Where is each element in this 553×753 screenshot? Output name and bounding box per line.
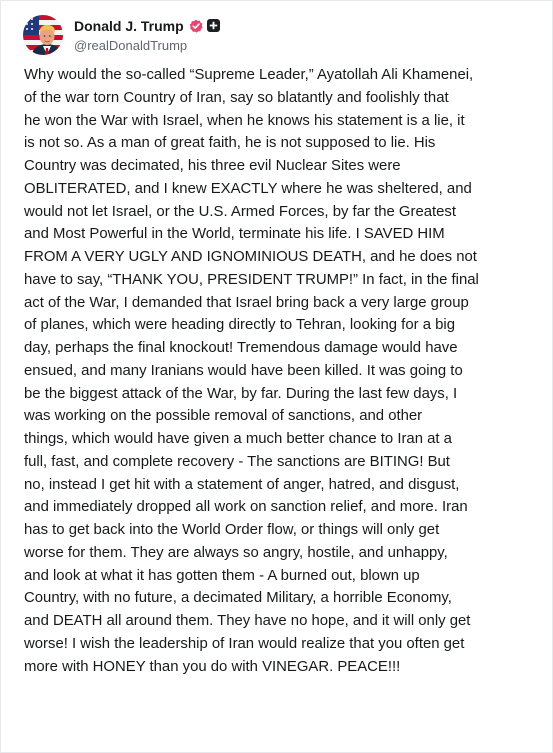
author-name-row	[74, 17, 220, 35]
post-text: Why would the so-called “Supreme Leader,” Ayatollah Ali Khamenei, of the war torn Country of Iran, say so blatantly and foolishly that he won the War with Israel, when he knows his statement is a lie, it is not so. As a man of great faith, he is not supposed to lie. His Country was decimated, his three evil Nuclear Sites were OBLITERATED, and I knew EXACTLY where he was sheltered, and would not let Israel, or the U.S. Armed Forces, by far the Greatest and Most Powerful in the World, terminate his life. I SAVED HIM FROM A VERY UGLY AND IGNOMINIOUS DEATH, and he does not have to say, “THANK YOU, PRESIDENT TRUMP!” In fact, in the final act of the War, I demanded that Israel bring back a very large group of planes, which were heading directly to Tehran, looking for a big day, perhaps the final knockout! Tremendous damage would have ensued, and many Iranians would have been killed. It was going to be the biggest attack of the War, by far. During the last few days, I was working on the possible removal of sanctions, and other things, which would have given a much better chance to Iran at a full, fast, and complete recovery - The sanctions are BITING! But no, instead I get hit with a statement of anger, hatred, and disgust, and immediately dropped all work on sanction relief, and more. Iran has to get back into the World Order flow, or things will only get worse for them. They are always so angry, hostile, and unhappy, and look at what it has gotten them - A burned out, blown up Country, with no future, a decimated Military, a horrible Economy, and DEATH all around them. They have no hope, and it will only get worse! I wish the leadership of Iran would realize that you often get more with HONEY than you do with VINEGAR. PEACE!!!	[24, 67, 479, 675]
post-header	[23, 15, 220, 55]
verified-badge-icon	[189, 19, 203, 33]
author-display-name[interactable]: Donald J. Trump	[74, 17, 184, 34]
author-identity	[74, 17, 220, 54]
plus-badge-icon	[207, 19, 220, 32]
flag-portrait-avatar-icon	[23, 15, 63, 55]
author-handle[interactable]: @realDonaldTrump	[74, 37, 188, 53]
avatar[interactable]	[23, 15, 63, 55]
